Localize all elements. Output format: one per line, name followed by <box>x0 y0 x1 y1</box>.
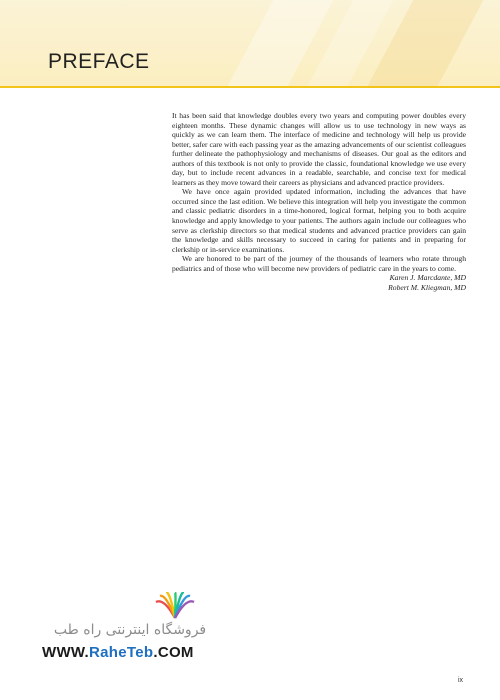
signature: Robert M. Kliegman, MD <box>388 282 466 292</box>
paragraph: We are honored to be part of the journey of the thousands of learners who rotate through pediatrics and of those who will become new providers of pediatric care in the years to come. <box>172 254 466 273</box>
paragraph: We have once again provided updated information, including the advances that have occurred since the last edition. We believe this integration will help you investigate the common and classic pediatric disorders in a time-honored, logical format, helping you to both acquire knowledge and apply knowledge to your patients. The authors again include our colleagues who serve as clerkship directors so that medical students and advanced practice providers can gain the knowledge and skills necessary to succeed in caring for patients and in preparing for clerkship or in-service examinations. <box>172 187 466 254</box>
watermark-url <box>42 644 194 661</box>
url-brand: RaheTeb <box>89 644 154 661</box>
book-logo-icon <box>150 592 200 622</box>
signature: Karen J. Marcdante, MD <box>389 273 466 283</box>
header-rule <box>0 86 500 88</box>
watermark-persian-text: فروشگاه اینترنتی راه طب <box>53 622 207 638</box>
header-band <box>0 0 500 88</box>
page-number: ix <box>458 677 464 684</box>
page-title: PREFACE <box>48 50 150 73</box>
paragraph: It has been said that knowledge doubles every two years and computing power doubles every eighteen months. These dynamic changes will allow us to use technology in new ways as quickly as we can learn them. The interface of medicine and technology will help us provide better, safer care with each passing year as the amazing advancements of our scientist colleagues further delineate the pathophysiology and mechanisms of diseases. Our goal as the editors and authors of this textbook is not only to provide the classic, foundational knowledge we use every day, but to include recent advances in a readable, searchable, and concise text for medical learners as they move toward their careers as physicians and advanced practice providers. <box>172 111 466 187</box>
preface-body <box>172 111 466 292</box>
url-suffix: .COM <box>153 644 194 661</box>
watermark <box>40 592 230 662</box>
url-prefix: WWW. <box>42 644 90 661</box>
